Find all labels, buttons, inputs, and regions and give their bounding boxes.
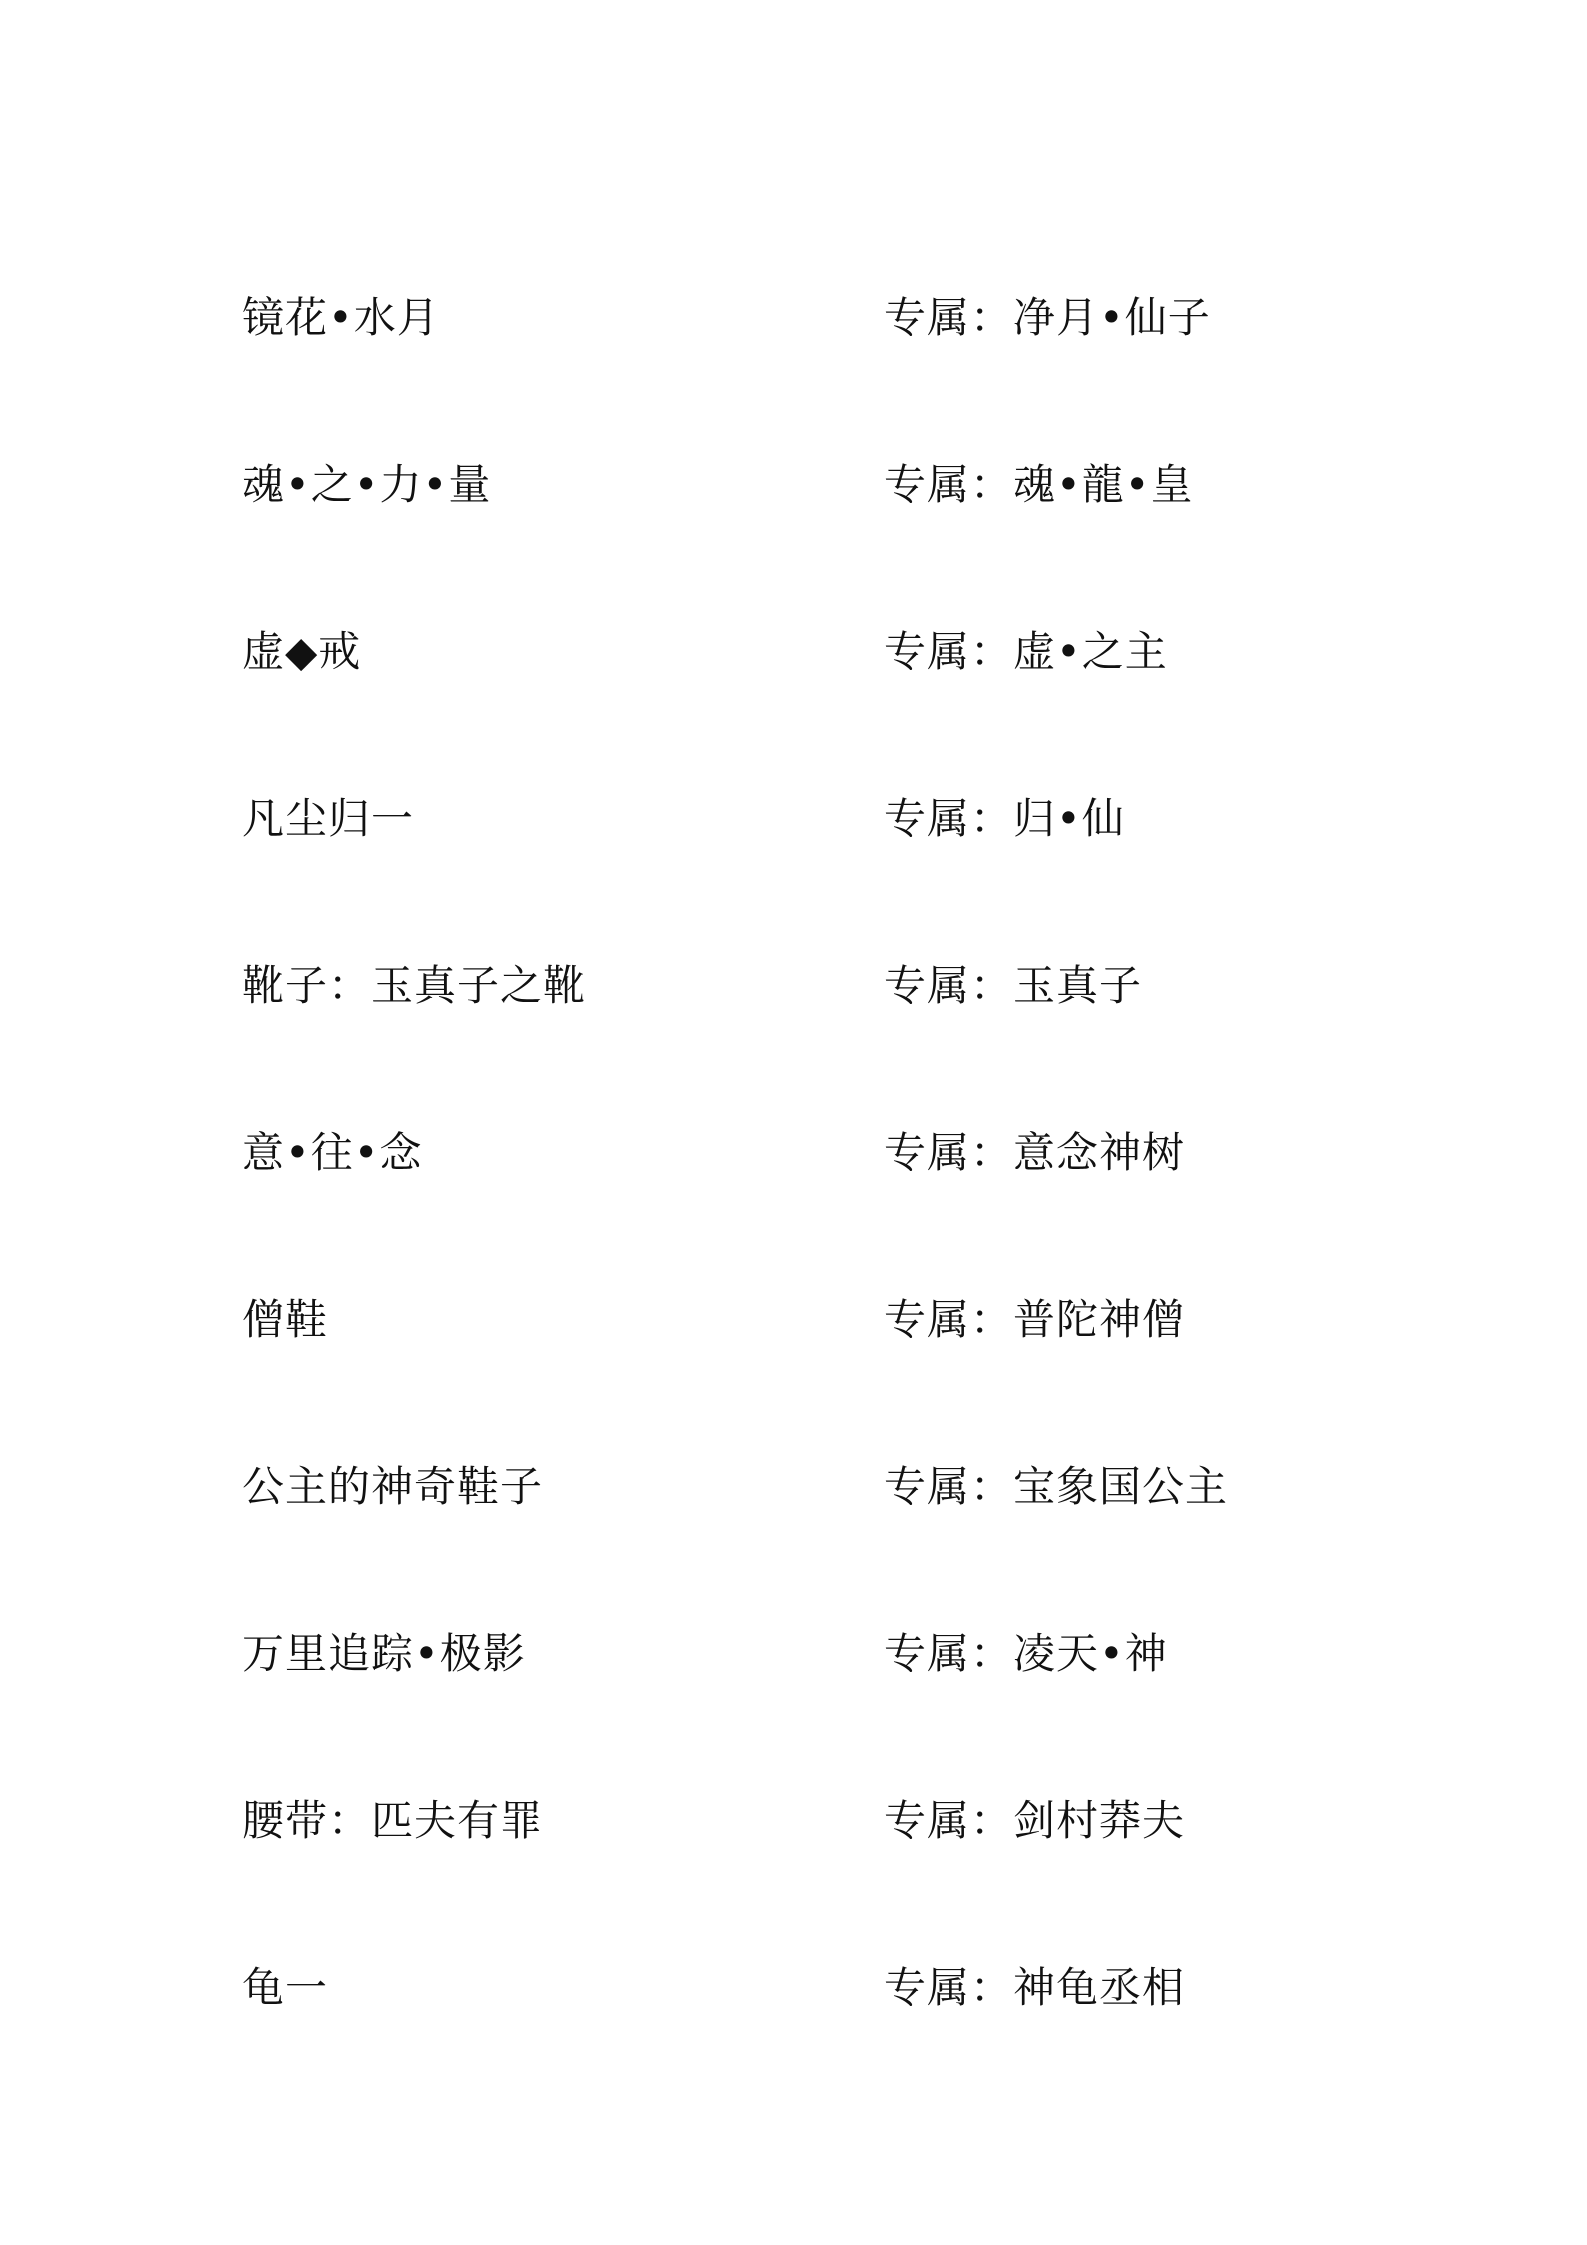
item-name: 意•往•念 (242, 1128, 423, 1177)
list-item (0, 946, 1587, 1026)
item-name: 万里追踪•极影 (242, 1629, 526, 1678)
exclusive-owner: 专属：玉真子 (884, 961, 1143, 1010)
exclusive-owner: 专属：归•仙 (884, 794, 1125, 843)
list-item (0, 1113, 1587, 1193)
exclusive-owner: 专属：凌天•神 (884, 1629, 1168, 1678)
item-name: 魂•之•力•量 (242, 460, 492, 509)
list-item (0, 1781, 1587, 1861)
item-name: 凡尘归一 (242, 794, 415, 843)
item-name: 镜花•水月 (242, 293, 440, 342)
exclusive-owner: 专属：魂•龍•皇 (884, 460, 1194, 509)
item-name: 公主的神奇鞋子 (242, 1462, 544, 1511)
exclusive-owner: 专属：普陀神僧 (884, 1295, 1186, 1344)
exclusive-owner: 专属：剑村莽夫 (884, 1796, 1186, 1845)
item-name: 龟一 (242, 1963, 329, 2012)
item-name: 虚◆戒 (242, 627, 362, 676)
item-name: 靴子：玉真子之靴 (242, 961, 587, 1010)
exclusive-owner: 专属：宝象国公主 (884, 1462, 1229, 1511)
list-item (0, 1614, 1587, 1694)
exclusive-owner: 专属：净月•仙子 (884, 293, 1211, 342)
item-name: 腰带：匹夫有罪 (242, 1796, 544, 1845)
list-item (0, 1447, 1587, 1527)
exclusive-owner: 专属：虚•之主 (884, 627, 1168, 676)
list-item (0, 1280, 1587, 1360)
list-item (0, 445, 1587, 525)
list-item (0, 1948, 1587, 2028)
list-item (0, 779, 1587, 859)
list-item (0, 612, 1587, 692)
exclusive-owner: 专属：意念神树 (884, 1128, 1186, 1177)
list-item (0, 278, 1587, 358)
exclusive-owner: 专属：神龟丞相 (884, 1963, 1186, 2012)
item-name: 僧鞋 (242, 1295, 329, 1344)
